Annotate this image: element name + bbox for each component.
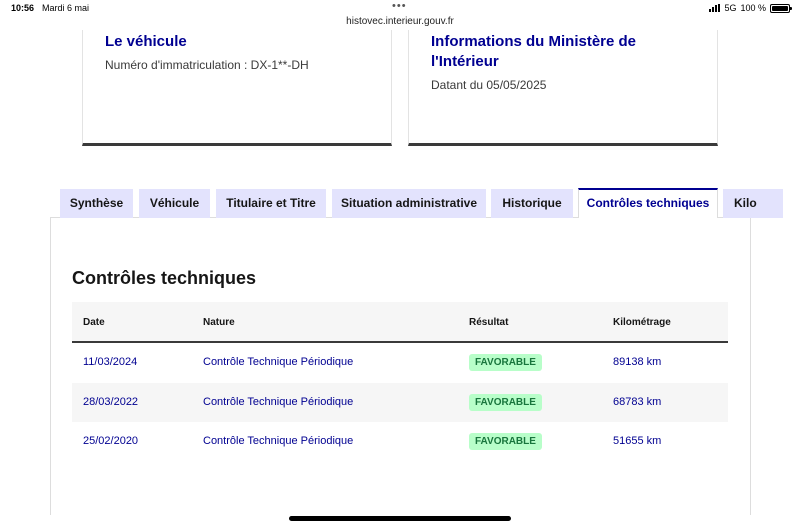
row-km: 89138 km <box>613 356 662 368</box>
tab-vehicule[interactable]: Véhicule <box>139 189 210 218</box>
vehicle-card <box>82 30 392 146</box>
battery-icon <box>770 4 790 13</box>
status-indicators <box>709 3 790 13</box>
row-km: 51655 km <box>613 435 662 447</box>
tab-historique[interactable]: Historique <box>491 189 573 218</box>
home-indicator[interactable] <box>289 516 511 521</box>
status-time: 10:56 <box>11 3 35 13</box>
row-km: 68783 km <box>613 395 662 408</box>
table-row <box>72 383 728 423</box>
table-header <box>72 302 728 343</box>
header-result: Résultat <box>469 317 509 328</box>
controles-table <box>72 302 728 462</box>
tab-situation-administrative[interactable]: Situation administrative <box>332 189 486 218</box>
header-nature: Nature <box>203 317 235 328</box>
tab-list <box>60 188 757 218</box>
battery-percent: 100 % <box>740 3 766 13</box>
vehicle-card-title: Le véhicule <box>105 33 187 50</box>
ministry-card-title: Informations du Ministère de l'Intérieur <box>431 33 637 70</box>
section-title: Contrôles techniques <box>72 268 257 288</box>
registration-number: Numéro d'immatriculation : DX-1**-DH <box>105 58 309 72</box>
table-row <box>72 422 728 462</box>
status-date: Mardi 6 mai <box>42 3 90 13</box>
address-bar-url[interactable]: histovec.interieur.gouv.fr <box>346 16 454 27</box>
network-label: 5G <box>724 3 737 13</box>
tab-synthese[interactable]: Synthèse <box>60 189 133 218</box>
table-row <box>72 343 728 383</box>
header-km: Kilométrage <box>613 317 671 328</box>
result-badge: FAVORABLE <box>469 354 542 371</box>
row-date: 11/03/2024 <box>83 356 138 368</box>
ministry-card <box>408 30 718 146</box>
result-badge: FAVORABLE <box>469 394 542 411</box>
signal-icon <box>709 4 720 12</box>
result-badge: FAVORABLE <box>469 433 542 450</box>
status-bar <box>0 0 800 30</box>
row-nature: Contrôle Technique Périodique <box>203 395 354 408</box>
tab-titulaire-titre[interactable]: Titulaire et Titre <box>216 189 326 218</box>
header-date: Date <box>83 317 105 328</box>
row-nature: Contrôle Technique Périodique <box>203 356 354 368</box>
ministry-date: Datant du 05/05/2025 <box>431 78 547 92</box>
row-nature: Contrôle Technique Périodique <box>203 435 354 447</box>
tab-controles-techniques[interactable]: Contrôles techniques <box>578 188 718 218</box>
row-date: 28/03/2022 <box>83 395 139 408</box>
row-date: 25/02/2020 <box>83 435 139 447</box>
tab-kilometrage[interactable]: Kilo <box>723 189 783 218</box>
more-dots-icon[interactable]: ••• <box>392 0 407 12</box>
